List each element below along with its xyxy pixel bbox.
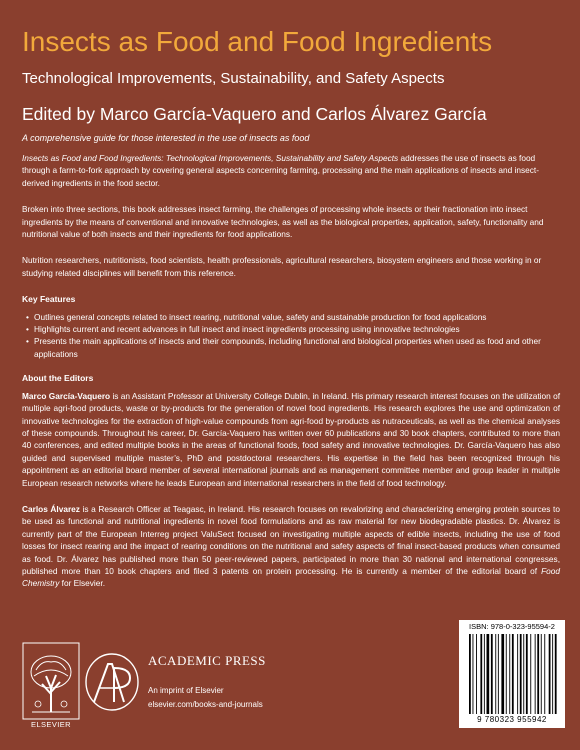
intro-text: addresses the use of insects as food through a farm-to-fork approach by covering general aspects concerning farming, processing and the main applications of insects and insect-derived ingredients in the food sector. [22, 153, 539, 188]
editor1-bio-text: is an Assistant Professor at University College Dublin, in Ireland. His primary research interest focuses on the utilization of multiple agri-food products, waste or by-products for the generation of novel food ingredients. His research explores the use and optimization of innovative technologies for the extraction of high-value compounds from agri-food by-products as nutraceuticals, as well as the chemical analyses of these compounds. Throughout his career, Dr. García-Vaquero has written over 60 publications and 30 book chapters, contributed to more than 40 conferences, and edited multiple books in the areas of functional foods, food safety and innovative technologies. Dr. García-Vaquero has also guided and supervised multiple master’s, PhD and postdoctoral researchers. His expertise in the field has been recognized through his appointment as an editorial board member of several international journals and as management committee member and group leader in multiple European research networks where he leads European and international researchers in the field of food technology. [22, 390, 561, 488]
audience-paragraph: Nutrition researchers, nutritionists, food scientists, health professionals, agricultural researchers, biosystem engineers and those working in or studying related disciplines will benefit from this reference. [22, 255, 542, 278]
editor2-journal: Food Chemistry [22, 565, 560, 589]
book-title: Insects as Food and Food Ingredients [22, 26, 493, 57]
intro-paragraph [22, 152, 560, 189]
editor2-bio-text-a: is a Research Officer at Teagasc, in Ireland. His research focuses on revalorizing and characterizing emerging protein sources to be used as functional and nutritional ingredients in novel food formulations and as raw material for new biodegradable plastics. Dr. Álvarez is currently part of the European Interreg project ValuSect focused on investigating multiple aspects of edible insects, including the use of food losses for insect rearing and the impact of rearing conditions on the nutritional and safety aspects of final insect-based products when consumed as food. Dr. Álvarez has published more than 50 peer-reviewed papers, participated in more than 30 national and international congresses, published more than 10 book chapters and filed 3 patents on protein processing. He is currently a member of the editorial board of [22, 503, 560, 576]
elsevier-tree-logo [22, 642, 80, 722]
editor2-bio-text-b: for Elsevier. [59, 578, 105, 589]
key-feature-item: • Outlines general concepts related to insect rearing, nutritional value, safety and sustainable production for food applications [22, 311, 560, 323]
editor2-name: Carlos Álvarez [22, 503, 80, 514]
body-text [22, 152, 560, 598]
academic-press-name: ACADEMIC PRESS [148, 653, 266, 668]
key-feature-item: • Highlights current and recent advances in full insect and insect ingredients processing using innovative technologies [22, 323, 560, 335]
publisher-url[interactable]: elsevier.com/books-and-journals [148, 700, 263, 709]
intro-book-title: Insects as Food and Food Ingredients: Technological Improvements, Sustainability and Safety Aspects [22, 153, 399, 163]
imprint-line: An imprint of Elsevier [148, 686, 224, 695]
editors-line: Edited by Marco García-Vaquero and Carlos Álvarez García [22, 104, 487, 124]
editor1-name: Marco García-Vaquero [22, 390, 111, 401]
book-subtitle: Technological Improvements, Sustainability, and Safety Aspects [22, 70, 445, 87]
isbn-number: ISBN: 978-0-323-95594-2 [469, 622, 555, 631]
key-features-heading: Key Features [22, 294, 76, 305]
key-features-list [22, 311, 560, 361]
barcode-number: 9 780323 955942 [477, 715, 547, 724]
isbn-barcode [459, 620, 565, 728]
key-feature-item: • Presents the main applications of insects and their compounds, including functional and biological properties when used as food and other applications [22, 335, 560, 360]
elsevier-wordmark: ELSEVIER [31, 720, 71, 729]
academic-press-logo [84, 650, 140, 720]
editor1-bio [22, 390, 560, 489]
barcode-icon [467, 634, 557, 714]
editor2-bio [22, 503, 560, 590]
about-editors-heading: About the Editors [22, 373, 94, 384]
tagline: A comprehensive guide for those interested in the use of insects as food [22, 133, 310, 143]
sections-paragraph: Broken into three sections, this book addresses insect farming, the challenges of processing whole insects or their fractionation into insect ingredients by the means of conventional and innovative technologies, as well as the biological properties, application, safety, functionality and nutritional value of both insects and their ingredients for food applications. [22, 204, 544, 240]
